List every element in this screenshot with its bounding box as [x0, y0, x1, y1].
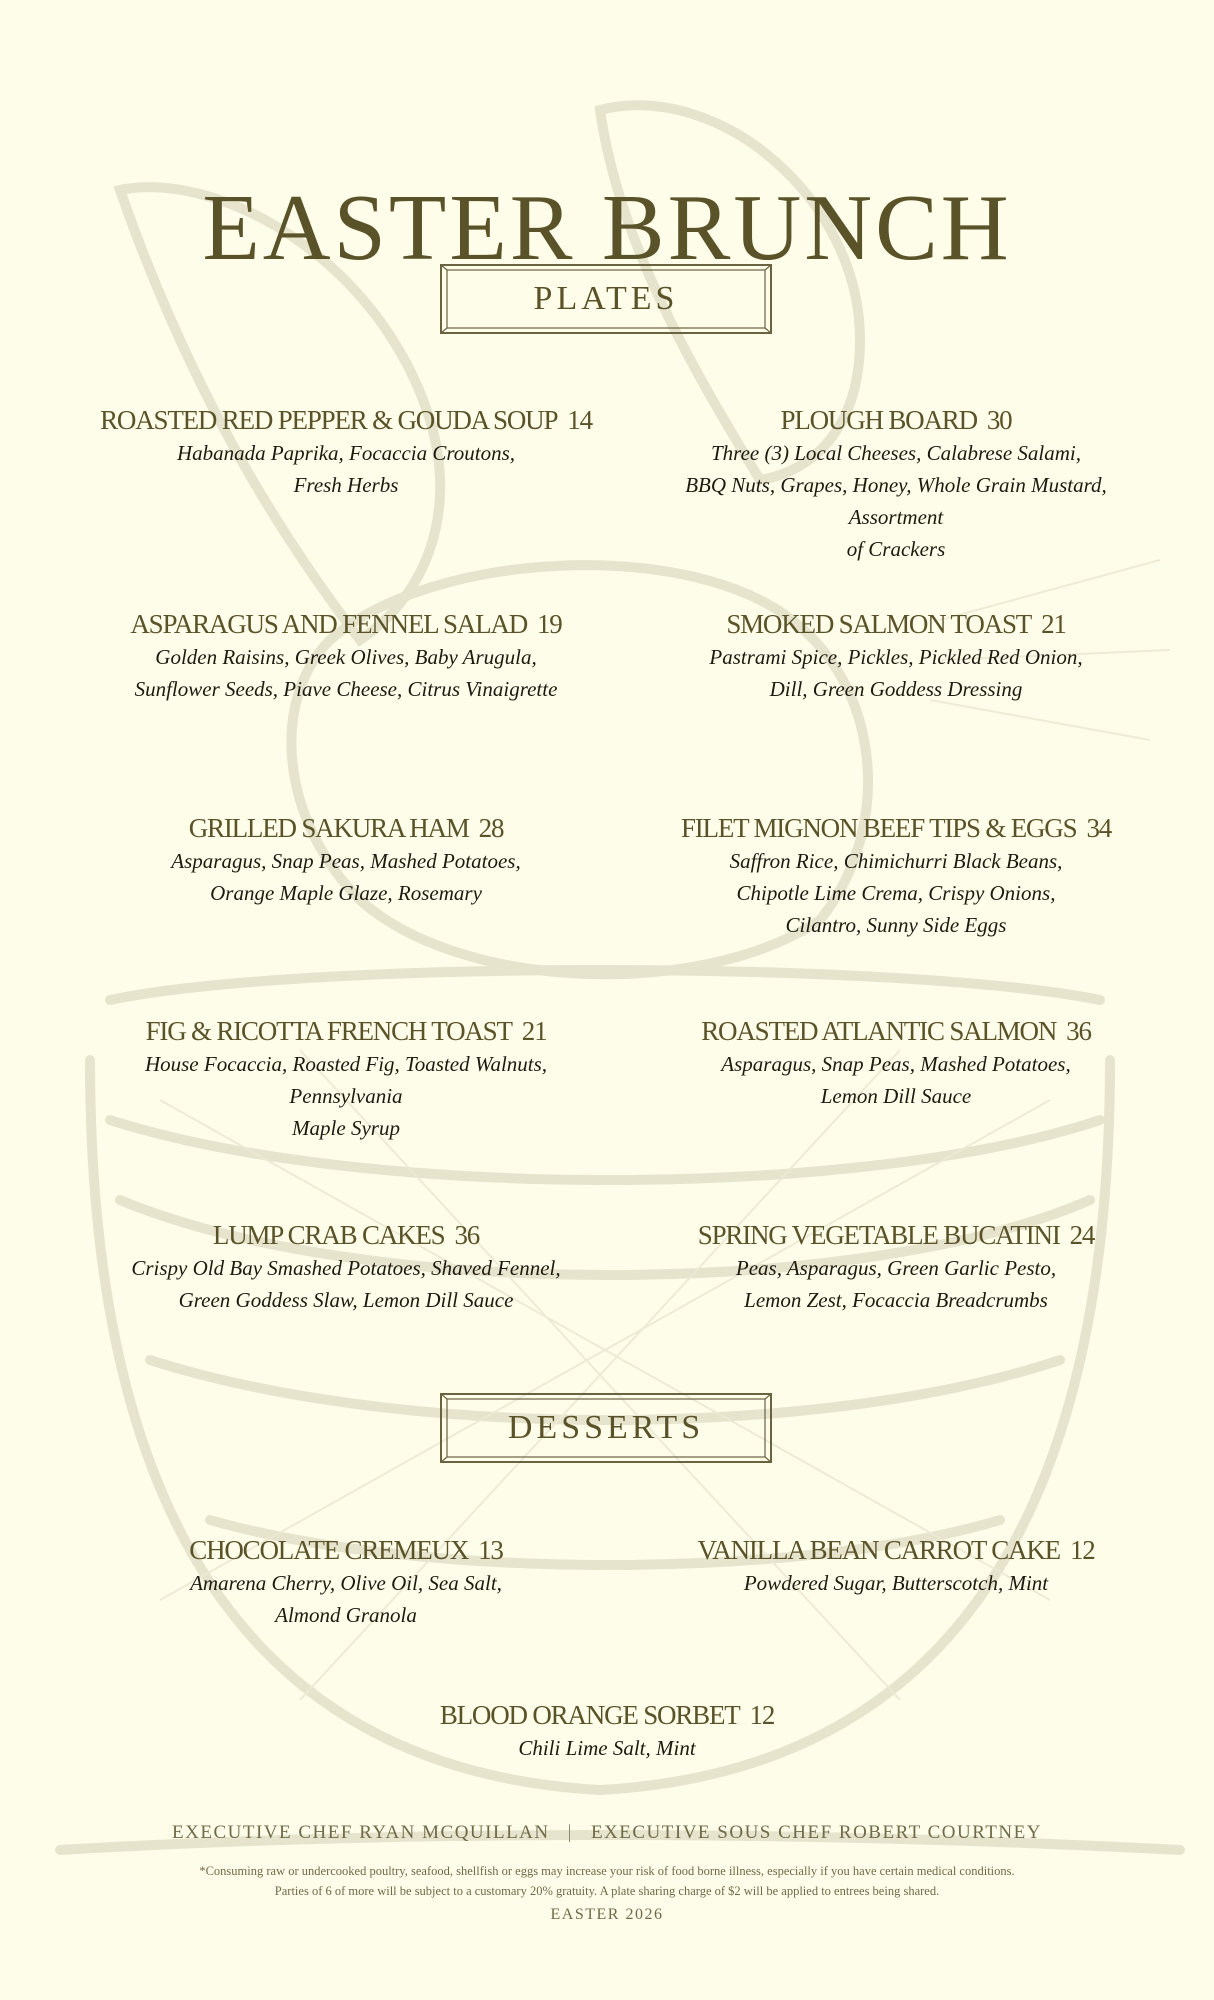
item-description: Amarena Cherry, Olive Oil, Sea Salt,: [190, 1571, 502, 1595]
disclaimer-line: Parties of 6 of more will be subject to a customary 20% gratuity. A plate sharing charge of $2 will be applied to entrees being shared.: [274, 1884, 940, 1898]
item-name: ROASTED RED PEPPER & GOUDA SOUP: [100, 405, 558, 435]
desserts-section-label: DESSERTS: [507, 1409, 705, 1446]
chef-credits: [0, 1822, 1214, 1844]
item-name: FILET MIGNON BEEF TIPS & EGGS: [680, 813, 1077, 843]
disclaimer: [0, 1861, 1214, 1901]
item-name-line: [66, 403, 626, 437]
executive-chef: EXECUTIVE CHEF RYAN MCQUILLAN: [172, 1822, 550, 1843]
menu-item: [616, 1014, 1176, 1112]
item-description: Fresh Herbs: [293, 473, 399, 497]
menu-item: [66, 1014, 626, 1144]
item-description: of Crackers: [846, 537, 946, 561]
credits-separator: |: [567, 1822, 573, 1843]
item-price: 12: [749, 1700, 775, 1730]
item-description: Crispy Old Bay Smashed Potatoes, Shaved Fennel,: [131, 1256, 561, 1280]
menu-item: [616, 403, 1176, 565]
item-description: Asparagus, Snap Peas, Mashed Potatoes,: [721, 1052, 1071, 1076]
item-price: 34: [1086, 813, 1112, 843]
item-description: Green Goddess Slaw, Lemon Dill Sauce: [178, 1288, 514, 1312]
item-price: 19: [537, 609, 562, 639]
item-description: Chili Lime Salt, Mint: [518, 1736, 696, 1760]
item-description: Assortment: [848, 505, 944, 529]
item-description: Cilantro, Sunny Side Eggs: [785, 913, 1007, 937]
item-name: SMOKED SALMON TOAST: [726, 609, 1032, 639]
executive-sous-chef: EXECUTIVE SOUS CHEF ROBERT COURTNEY: [590, 1822, 1042, 1843]
desserts-section-header: [437, 1392, 775, 1464]
item-name-line: [616, 403, 1176, 437]
item-description: Pastrami Spice, Pickles, Pickled Red Onion,: [709, 645, 1083, 669]
item-name-line: [616, 1218, 1176, 1252]
item-name-line: [66, 1533, 626, 1567]
item-name: GRILLED SAKURA HAM: [188, 813, 469, 843]
item-name-line: [616, 811, 1176, 845]
item-description: Saffron Rice, Chimichurri Black Beans,: [729, 849, 1063, 873]
item-name-line: [327, 1698, 887, 1732]
item-name: ASPARAGUS AND FENNEL SALAD: [130, 609, 527, 639]
item-description: Orange Maple Glaze, Rosemary: [210, 881, 482, 905]
menu-season: EASTER 2026: [550, 1906, 664, 1923]
item-name: BLOOD ORANGE SORBET: [439, 1700, 740, 1730]
item-description: Habanada Paprika, Focaccia Croutons,: [176, 441, 516, 465]
item-description: Maple Syrup: [292, 1116, 400, 1140]
item-price: 13: [478, 1535, 503, 1565]
item-name-line: [66, 607, 626, 641]
item-name: SPRING VEGETABLE BUCATINI: [697, 1220, 1060, 1250]
item-description: Golden Raisins, Greek Olives, Baby Arugula,: [155, 645, 537, 669]
item-description: Lemon Dill Sauce: [820, 1084, 972, 1108]
item-description: Peas, Asparagus, Green Garlic Pesto,: [735, 1256, 1057, 1280]
item-description: Sunflower Seeds, Piave Cheese, Citrus Vinaigrette: [134, 677, 558, 701]
menu-item: [66, 403, 626, 501]
item-name-line: [616, 1533, 1176, 1567]
disclaimer-line: *Consuming raw or undercooked poultry, seafood, shellfish or eggs may increase your risk of food borne illness, especially if you have certain medical conditions.: [199, 1864, 1015, 1878]
item-name: ROASTED ATLANTIC SALMON: [701, 1016, 1057, 1046]
menu-item: [616, 1533, 1176, 1599]
menu-item: [327, 1698, 887, 1764]
item-description: Lemon Zest, Focaccia Breadcrumbs: [744, 1288, 1048, 1312]
menu-item: [616, 1218, 1176, 1316]
item-name-line: [66, 1218, 626, 1252]
item-description: House Focaccia, Roasted Fig, Toasted Walnuts,: [144, 1052, 548, 1076]
menu-item: [616, 607, 1176, 705]
menu-item: [66, 607, 626, 705]
plates-section-header: [437, 263, 775, 335]
item-name: FIG & RICOTTA FRENCH TOAST: [145, 1016, 512, 1046]
item-description: Three (3) Local Cheeses, Calabrese Salami,: [711, 441, 1081, 465]
item-name-line: [66, 811, 626, 845]
item-name-line: [616, 1014, 1176, 1048]
item-description: Chipotle Lime Crema, Crispy Onions,: [736, 881, 1056, 905]
item-price: 30: [986, 405, 1012, 435]
item-name: PLOUGH BOARD: [780, 405, 977, 435]
item-name: CHOCOLATE CREMEUX: [189, 1535, 469, 1565]
item-name-line: [66, 1014, 626, 1048]
item-price: 36: [1066, 1016, 1091, 1046]
item-price: 28: [478, 813, 504, 843]
menu-item: [66, 811, 626, 909]
item-price: 21: [1041, 609, 1066, 639]
item-description: Almond Granola: [275, 1603, 417, 1627]
item-description: Dill, Green Goddess Dressing: [769, 677, 1023, 701]
item-description: Asparagus, Snap Peas, Mashed Potatoes,: [171, 849, 521, 873]
item-price: 24: [1069, 1220, 1095, 1250]
item-description: Pennsylvania: [289, 1084, 403, 1108]
item-price: 14: [567, 405, 592, 435]
plates-section-label: PLATES: [533, 280, 679, 317]
item-description: Powdered Sugar, Butterscotch, Mint: [743, 1571, 1049, 1595]
item-price: 36: [454, 1220, 480, 1250]
item-name-line: [616, 607, 1176, 641]
menu-item: [66, 1218, 626, 1316]
item-price: 21: [521, 1016, 547, 1046]
item-price: 12: [1069, 1535, 1095, 1565]
menu-title: EASTER BRUNCH: [202, 175, 1012, 280]
item-name: LUMP CRAB CAKES: [212, 1220, 445, 1250]
item-description: BBQ Nuts, Grapes, Honey, Whole Grain Mustard,: [685, 473, 1107, 497]
menu-item: [616, 811, 1176, 941]
item-name: VANILLA BEAN CARROT CAKE: [697, 1535, 1060, 1565]
menu-item: [66, 1533, 626, 1631]
